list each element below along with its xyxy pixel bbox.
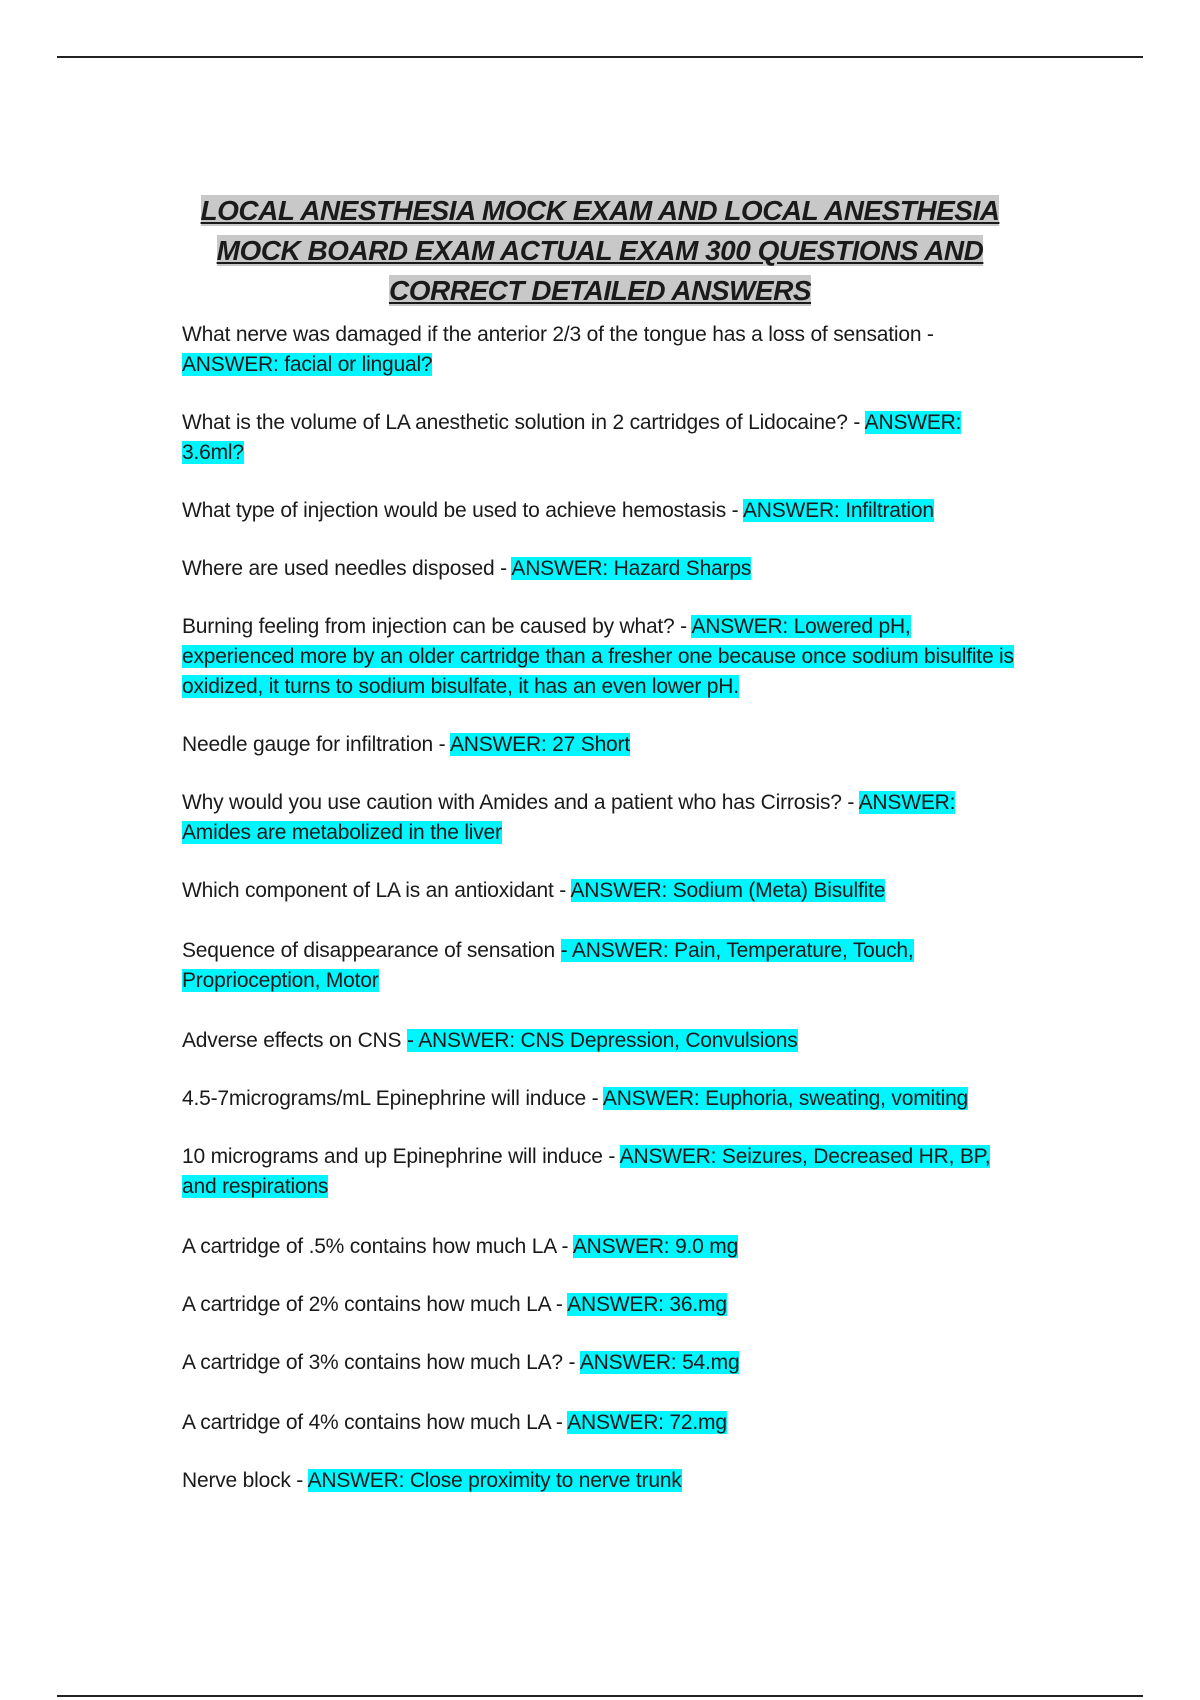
page-title bbox=[182, 191, 1018, 311]
question: A cartridge of 2% contains how much LA - bbox=[182, 1293, 568, 1316]
answer: ANSWER: facial or lingual? bbox=[182, 353, 433, 376]
answer: ANSWER: Lowered pH, experienced more by an older cartridge than a fresher one because once sodium bisulfite is oxidized, it turns to sodium bisulfate, it has an even lower pH. bbox=[182, 615, 1014, 698]
answer: ANSWER: Close proximity to nerve trunk bbox=[307, 1469, 682, 1492]
answer: ANSWER: 27 Short bbox=[449, 733, 630, 756]
qa-item bbox=[182, 554, 1022, 584]
answer: ANSWER: Euphoria, sweating, vomiting bbox=[602, 1087, 969, 1110]
qa-item bbox=[182, 496, 1022, 526]
qa-item bbox=[182, 730, 1022, 760]
qa-item bbox=[182, 1142, 1022, 1202]
question: What is the volume of LA anesthetic solution in 2 cartridges of Lidocaine? - bbox=[182, 411, 865, 434]
qa-item bbox=[182, 1232, 1022, 1262]
question: What type of injection would be used to achieve hemostasis - bbox=[182, 499, 743, 522]
answer: ANSWER: Seizures, Decreased HR, BP, and respirations bbox=[182, 1145, 991, 1198]
question: Needle gauge for infiltration - bbox=[182, 733, 450, 756]
question: Sequence of disappearance of sensation bbox=[182, 939, 561, 962]
answer: ANSWER: 3.6ml? bbox=[182, 411, 962, 464]
qa-list bbox=[182, 320, 1022, 1496]
question: A cartridge of .5% contains how much LA - bbox=[182, 1235, 573, 1258]
qa-item bbox=[182, 1026, 1022, 1056]
qa-item bbox=[182, 1348, 1022, 1378]
question: 4.5-7micrograms/mL Epinephrine will induce - bbox=[182, 1087, 603, 1110]
answer: ANSWER: 72.mg bbox=[567, 1411, 727, 1434]
question: What nerve was damaged if the anterior 2/3 of the tongue has a loss of sensation - bbox=[182, 323, 934, 346]
top-rule bbox=[57, 56, 1143, 58]
qa-item bbox=[182, 1408, 1022, 1438]
qa-item bbox=[182, 936, 1022, 996]
qa-item bbox=[182, 320, 1022, 380]
question: Where are used needles disposed - bbox=[182, 557, 512, 580]
qa-item bbox=[182, 408, 1022, 468]
answer: ANSWER: Amides are metabolized in the liver bbox=[182, 791, 956, 844]
question: Burning feeling from injection can be caused by what? - bbox=[182, 615, 692, 638]
qa-item bbox=[182, 788, 1022, 848]
question: A cartridge of 4% contains how much LA - bbox=[182, 1411, 568, 1434]
qa-item bbox=[182, 1290, 1022, 1320]
answer: ANSWER: Sodium (Meta) Bisulfite bbox=[570, 879, 886, 902]
question: Nerve block - bbox=[182, 1469, 308, 1492]
question: Which component of LA is an antioxidant - bbox=[182, 879, 571, 902]
bottom-rule bbox=[57, 1695, 1143, 1697]
qa-item bbox=[182, 876, 1022, 906]
qa-item bbox=[182, 1084, 1022, 1114]
answer: ANSWER: 54.mg bbox=[579, 1351, 740, 1374]
qa-item bbox=[182, 1466, 1022, 1496]
answer: - ANSWER: CNS Depression, Convulsions bbox=[406, 1029, 798, 1052]
answer: ANSWER: Infiltration bbox=[742, 499, 934, 522]
answer: ANSWER: 36.mg bbox=[567, 1293, 727, 1316]
title-text: LOCAL ANESTHESIA MOCK EXAM AND LOCAL ANESTHESIA MOCK BOARD EXAM ACTUAL EXAM 300 QUESTIONS AND CORRECT DETAILED ANSWERS bbox=[200, 194, 1000, 306]
question: Adverse effects on CNS bbox=[182, 1029, 407, 1052]
question: 10 micrograms and up Epinephrine will induce - bbox=[182, 1145, 620, 1168]
question: Why would you use caution with Amides and a patient who has Cirrosis? - bbox=[182, 791, 859, 814]
answer: ANSWER: Hazard Sharps bbox=[511, 557, 752, 580]
answer: - ANSWER: Pain, Temperature, Touch, Proprioception, Motor bbox=[182, 939, 914, 992]
question: A cartridge of 3% contains how much LA? - bbox=[182, 1351, 580, 1374]
qa-item bbox=[182, 612, 1022, 702]
answer: ANSWER: 9.0 mg bbox=[572, 1235, 739, 1258]
